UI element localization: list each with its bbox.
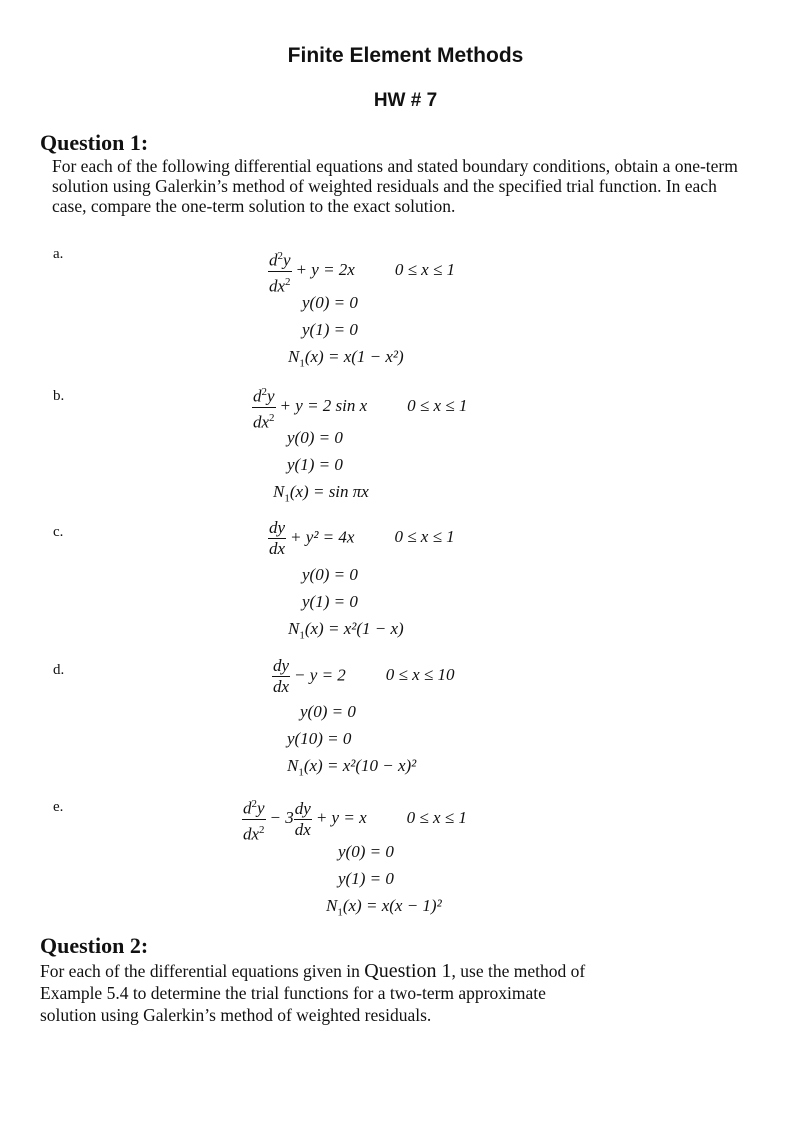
part-e-trial-function: $N_1(x) = x(x - 1)^2$ (326, 896, 442, 919)
second-derivative-fraction: $\frac{d^2y}{dx^2}$ (242, 794, 266, 844)
part-b-rhs: + y = 2 sin x (279, 396, 368, 416)
part-b-domain: 0 ≤ x ≤ 1 (407, 396, 468, 416)
part-b-trial-expression: = sin πx (312, 482, 369, 501)
question-1-heading: Question 1: (40, 130, 149, 155)
document-title: Finite Element Methods (287, 44, 524, 67)
document-subtitle: HW # 7 (373, 90, 438, 111)
part-b-bc1: y(0) = 0 (287, 428, 343, 447)
part-a-trial-function: $N_1(x) = x(1 - x^2)$ (288, 347, 404, 370)
question-1-text: For each of the following differential equations and stated boundary conditions, obtain a one-term solution using Galerkin’s method of weighted residuals and the specified trial function. In each case, compare the one-term solution to the exact solution. (52, 156, 738, 216)
question-1-reference: Question 1 (364, 960, 452, 982)
part-d-trial-function: $N_1(x) = x^2(10 - x)^2$ (287, 756, 417, 779)
part-a-bc2: y(1) = 0 (302, 320, 358, 339)
part-d-rhs: − y = 2 (294, 665, 346, 685)
part-c-rhs: + y² = 4x (290, 527, 355, 547)
part-a-rhs: + y = 2x (295, 260, 355, 280)
part-b-trial-function: $N_1(x) = \sin \pi x$ (273, 482, 369, 505)
part-a-equation (268, 246, 455, 296)
part-b-label: b. (53, 388, 65, 404)
part-d-domain: 0 ≤ x ≤ 10 (385, 665, 455, 685)
part-a-trial-expression: = x(1 − x²) (327, 347, 404, 366)
second-derivative-fraction: $\frac{d^2y}{dx^2}$ (268, 246, 292, 296)
part-a-domain: 0 ≤ x ≤ 1 (394, 260, 456, 280)
part-a-label: a. (53, 246, 64, 262)
part-c-bc1: y(0) = 0 (302, 565, 358, 584)
part-d-bc2: y(10) = 0 (287, 729, 352, 748)
part-d-label: d. (53, 662, 65, 678)
first-derivative-fraction: $\frac{dy}{dx}$ (294, 798, 311, 839)
question-2-text-start: For each of the differential equations given in (40, 961, 365, 981)
second-derivative-fraction: $\frac{d^2y}{dx^2}$ (252, 382, 276, 432)
part-c-label: c. (53, 524, 64, 540)
part-e-bc1: y(0) = 0 (338, 842, 394, 861)
part-c-trial-expression: = x²(1 − x) (327, 619, 404, 638)
part-c-trial-function: $N_1(x) = x^2(1 - x)$ (288, 619, 404, 642)
question-2-heading: Question 2: (40, 933, 149, 958)
part-c-domain: 0 ≤ x ≤ 1 (394, 527, 455, 547)
question-2-text-end: , use the method of Example 5.4 to determine the trial functions for a two-term approximate solution using Galerkin’s method of weighted residuals. (40, 961, 586, 1025)
part-e-domain: 0 ≤ x ≤ 1 (406, 808, 467, 828)
part-c-bc2: y(1) = 0 (302, 592, 358, 611)
question-2-text (40, 960, 600, 1026)
part-d-trial-expression: = x²(10 − x)² (326, 756, 417, 775)
part-e-middle-term: − 3 (269, 808, 294, 828)
part-d-bc1: y(0) = 0 (300, 702, 356, 721)
part-b-bc2: y(1) = 0 (287, 455, 343, 474)
part-e-rhs: + y = x (315, 808, 367, 828)
first-derivative-fraction: $\frac{dy}{dx}$ (269, 518, 286, 558)
first-derivative-fraction: $\frac{dy}{dx}$ (273, 656, 290, 696)
part-d-equation (272, 656, 455, 697)
part-b-equation (252, 382, 467, 432)
part-e-bc2: y(1) = 0 (338, 869, 394, 888)
part-e-label: e. (53, 799, 64, 815)
part-c-equation (268, 518, 455, 559)
part-e-trial-expression: = x(x − 1)² (365, 896, 442, 915)
part-e-equation (242, 794, 467, 844)
part-a-bc1: y(0) = 0 (302, 293, 358, 312)
